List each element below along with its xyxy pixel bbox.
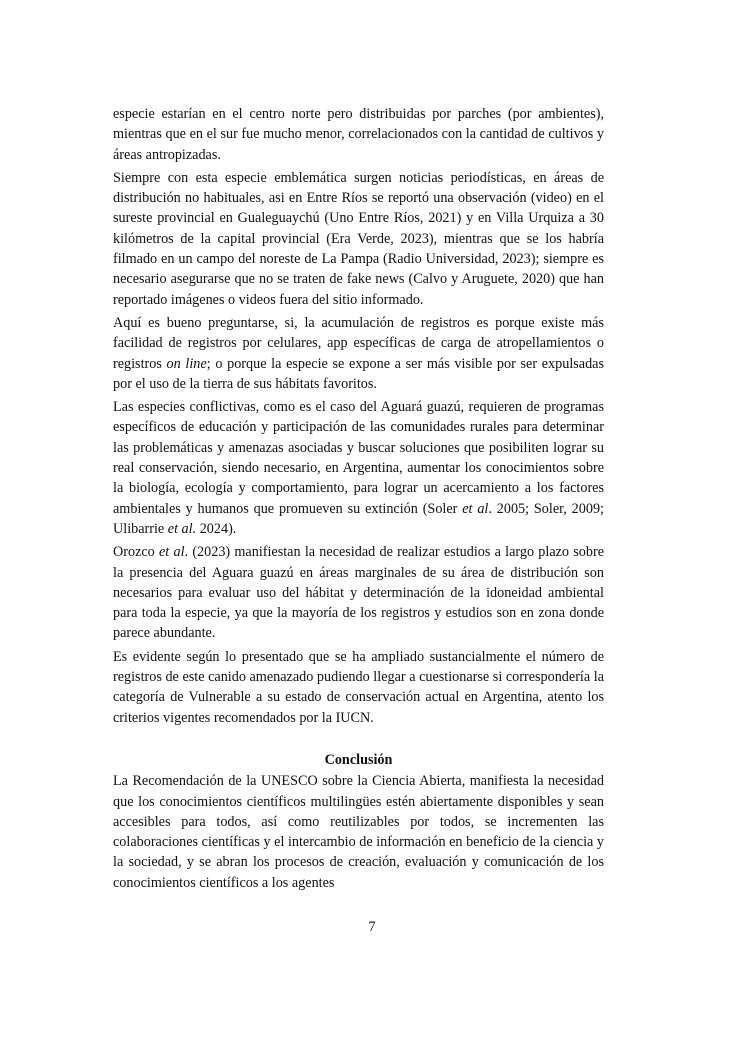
text-run: 2024). (196, 520, 237, 537)
paragraph-distribution: especie estarían en el centro norte pero distribuidas por parches (por ambientes), mientras que en el sur fue mucho menor, correlacionados con la cantidad de cultivos y áreas antropizadas. (113, 106, 604, 163)
paragraph-question (113, 313, 604, 394)
text-run: Las especies conflictivas, como es el caso del Aguará guazú, requieren de programas específicos de educación y participación de las comunidades rurales para determinar las problemáticas y amenazas asociadas y buscar soluciones que posibiliten lograr su real conservación, siendo necesario, en Argentina, aumentar los conocimientos sobre la biología, ecología y comportamiento, para lograr un acercamiento a los factores ambientales y humanos que promueven su extinción (Soler (113, 399, 604, 517)
paragraph-orozco (113, 542, 604, 643)
page-body (113, 104, 604, 896)
text-run: ; o porque la especie se expone a ser más visible por ser expulsadas por el uso de la tierra de sus hábitats favoritos. (113, 355, 604, 392)
text-run: Aquí es bueno preguntarse, si, la acumulación de registros es porque existe más facilidad de registros por celulares, app específicas de carga de atropellamientos o registros (113, 314, 604, 372)
text-run: . (2023) manifiestan la necesidad de realizar estudios a largo plazo sobre la presencia del Aguara guazú en áreas marginales de su área de distribución son necesarios para evaluar uso del hábitat y determinación de la idoneidad ambiental para toda la especie, ya que la mayoría de los registros y estudios son en zona donde parece abundante. (113, 544, 604, 642)
section-heading-conclusion: Conclusión (324, 751, 393, 768)
paragraph-conflict-species (113, 397, 604, 539)
paragraph-news-reports: Siempre con esta especie emblemática surgen noticias periodísticas, en áreas de distribución no habituales, asi en Entre Ríos se reportó una observación (video) en el sureste provincial en Gualeguaychú (Uno Entre Ríos, 2021) y en Villa Urquiza a 30 kilómetros de la capital provincial (Era Verde, 2023), mientras que se los habría filmado en un campo del noreste de La Pampa (Radio Universidad, 2023); siempre es necesario asegurarse que no se traten de fake news (Calvo y Aruguete, 2020) que han reportado imágenes o videos fuera del sitio informado. (113, 169, 604, 308)
page-number: 7 (368, 919, 376, 935)
text-run: . 2005; Soler, 2009; Ulibarrie (113, 500, 604, 537)
italic-run: et al (462, 500, 489, 517)
italic-run: et al (159, 544, 185, 561)
italic-run: on line (166, 355, 207, 372)
text-run: Orozco (113, 544, 159, 561)
paragraph-unesco: La Recomendación de la UNESCO sobre la Ciencia Abierta, manifiesta la necesidad que los conocimientos científicos multilingües estén abiertamente disponibles y sean accesibles para todos, así como reutilizables por todos, se incrementen las colaboraciones científicas y el intercambio de información en beneficio de la ciencia y la sociedad, y se abran los procesos de creación, evaluación y comunicación de los conocimientos científicos a los agentes (113, 773, 604, 891)
italic-run: et al. (167, 520, 197, 537)
paragraph-evident: Es evidente según lo presentado que se ha ampliado sustancialmente el número de registros de este canido amenazado pudiendo llegar a cuestionarse si correspondería la categoría de Vulnerable a su estado de conservación actual en Argentina, atento los criterios vigentes recomendados por la IUCN. (113, 648, 604, 726)
